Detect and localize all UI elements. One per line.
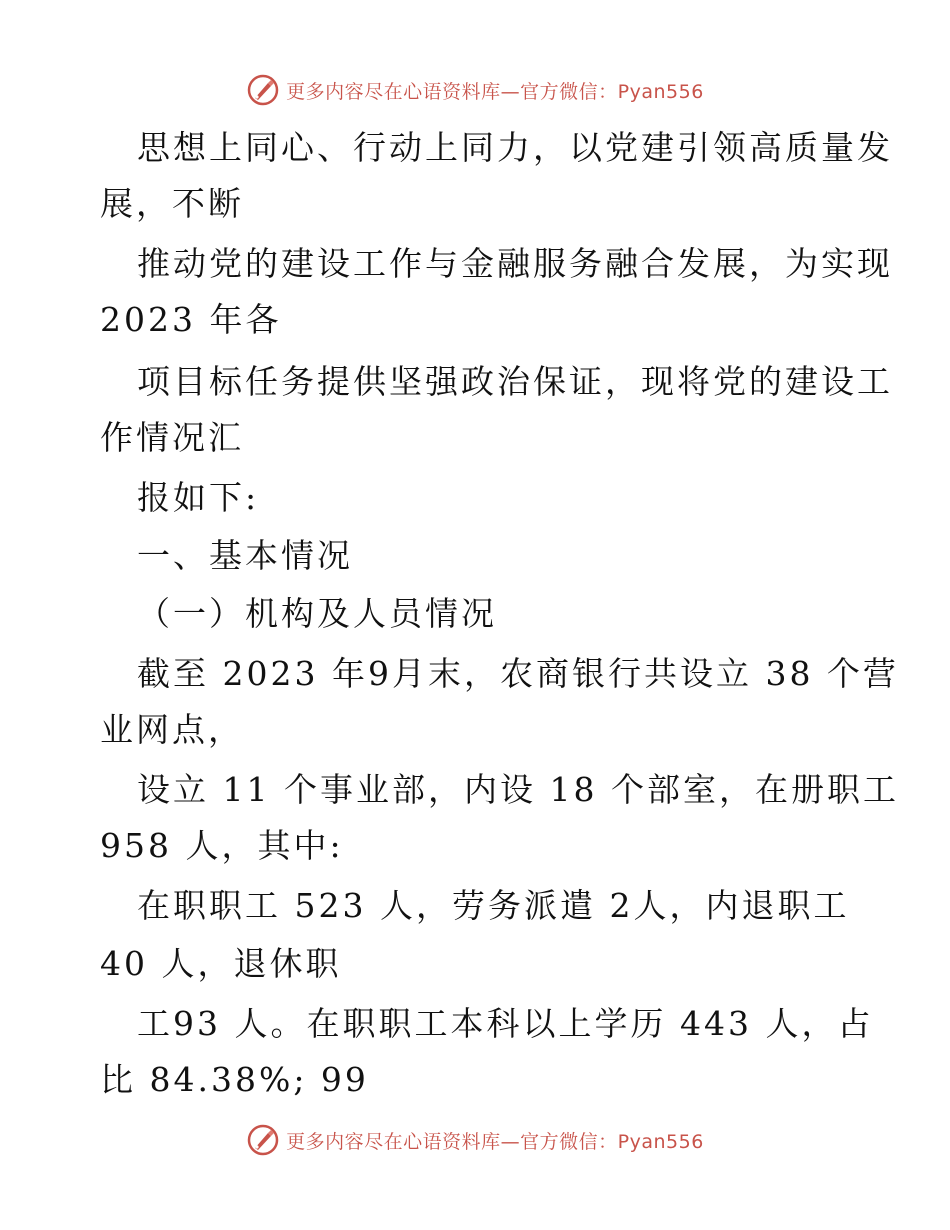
paragraph-line: 业网点，	[100, 710, 244, 749]
paragraph-line: 作情况汇	[100, 418, 244, 457]
banner-text: 更多内容尽在心语资料库—官方微信：Pyan556	[286, 80, 704, 103]
paragraph-line: 报如下:	[137, 478, 260, 517]
subsection-heading: （一）机构及人员情况	[137, 594, 497, 633]
paragraph-line: 展，不断	[100, 184, 244, 223]
paragraph-line: 958 人，其中:	[100, 826, 344, 865]
section-heading: 一、基本情况	[137, 536, 353, 575]
paragraph-line: 项目标任务提供坚强政治保证，现将党的建设工	[137, 362, 893, 401]
paragraph-line: 截至 2023 年9月末，农商银行共设立 38 个营	[137, 654, 899, 693]
paragraph-line: 工93 人。在职职工本科以上学历 443 人，占	[137, 1004, 874, 1043]
paragraph-line: 思想上同心、行动上同力，以党建引领高质量发	[137, 128, 893, 167]
paragraph-line: 推动党的建设工作与金融服务融合发展，为实现	[137, 244, 893, 283]
pen-circle-logo-icon	[246, 73, 280, 107]
footer-banner	[0, 1120, 950, 1160]
pen-circle-logo-icon	[246, 1123, 280, 1157]
paragraph-line: 在职职工 523 人，劳务派遣 2人，内退职工	[137, 886, 850, 925]
header-banner	[0, 70, 950, 110]
paragraph-line: 比 84.38%; 99	[100, 1060, 369, 1099]
paragraph-line: 设立 11 个事业部，内设 18 个部室，在册职工	[137, 770, 899, 809]
paragraph-line: 40 人，退休职	[100, 944, 342, 983]
banner-text: 更多内容尽在心语资料库—官方微信：Pyan556	[286, 1130, 704, 1153]
paragraph-line: 2023 年各	[100, 300, 282, 339]
